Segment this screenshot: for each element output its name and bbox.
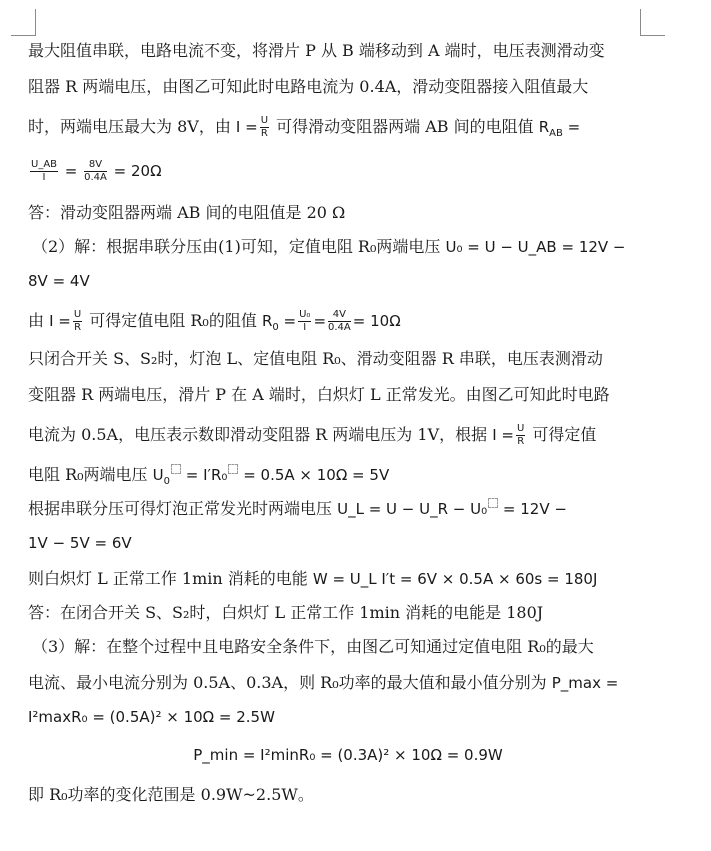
text-line — [28, 458, 389, 492]
formula-u0-prime: $U_0 = I'R_0 = 0.5A \times 10\Omega = 5V$ — [152, 466, 390, 487]
text-line — [28, 666, 618, 700]
fraction: $\frac{U}{R}$ — [73, 309, 82, 333]
text-line — [32, 230, 626, 264]
text-line: 即 R₀功率的变化范围是 0.9W~2.5W。 — [28, 785, 314, 804]
text-line: 答：在闭合开关 S、S₂时，白炽灯 L 正常工作 1min 消耗的电能是 180J — [28, 603, 544, 622]
formula-pmax-label: P_max = — [551, 674, 619, 692]
formula-rab-label: $R_{AB}$ = — [538, 118, 581, 139]
placeholder-box — [171, 464, 181, 474]
text-line: 阻器 R 两端电压，由图乙可知此时电路电流为 0.4A，滑动变阻器接入阻值最大 — [28, 77, 589, 96]
placeholder-box — [488, 498, 498, 508]
text-line — [28, 110, 580, 144]
formula-result: = 20Ω — [113, 162, 162, 180]
page-corner-mark-top-right — [640, 9, 665, 36]
fraction: $\frac{8V}{0.4A}$ — [84, 159, 107, 183]
text-line: 变阻器 R 两端电压，滑片 P 在 A 端时，白炽灯 L 正常发光。由图乙可知此时电路 — [28, 385, 610, 404]
text-span: 可得滑动变阻器两端 AB 间的电阻值 — [276, 117, 534, 136]
text-span: （2）解：根据串联分压由(1)可知，定值电阻 R₀两端电压 — [32, 237, 441, 256]
text-span: 可得定值 — [532, 425, 597, 444]
formula-line-rab: $\frac{U\_AB}{I}$ = $\frac{8V}{0.4A}$ = 20Ω — [31, 159, 162, 183]
formula-line: 8V = 4V — [28, 272, 90, 290]
text-line — [28, 418, 596, 452]
text-span: 电流、最小电流分别为 0.5A、0.3A，则 R₀功率的最大值和最小值分别为 — [28, 673, 547, 692]
text-span: 则白炽灯 L 正常工作 1min 消耗的电能 — [28, 569, 308, 588]
placeholder-box — [228, 464, 238, 474]
text-line: 答：滑动变阻器两端 AB 间的电阻值是 20 Ω — [28, 203, 346, 222]
fraction: $\frac{U}{R}$ — [517, 423, 525, 447]
fraction: $\frac{U}{R}$ — [260, 115, 269, 139]
text-span: 电流为 0.5A，电压表示数即滑动变阻器 R 两端电压为 1V，根据 — [28, 425, 488, 444]
formula-u0: U₀ = U − U_AB = 12V − — [445, 238, 626, 256]
fraction: $\frac{\text{U₀}}{I}$ — [299, 309, 311, 333]
page-corner-mark-top-left — [11, 9, 36, 36]
text-span: 由 — [28, 311, 45, 330]
formula-line: 1V − 5V = 6V — [28, 534, 132, 552]
fraction: $\frac{U\_AB}{I}$ — [31, 159, 58, 183]
text-line: （3）解：在整个过程中且电路安全条件下，由图乙可知通过定值电阻 R₀的最大 — [32, 637, 594, 656]
formula-r0: $R_0$ = $\frac{\text{U₀}}{I}$ = $\frac{4V}{0.4A}$ = 10Ω — [261, 309, 401, 333]
text-span: 时，两端电压最大为 8V，由 — [28, 117, 231, 136]
text-line — [28, 562, 597, 596]
formula-ohms-law: I = $\frac{U}{R}$ — [492, 423, 525, 447]
formula-ul: U_L = U − U_R − U₀ = 12V − — [337, 500, 567, 518]
fraction: $\frac{4V}{0.4A}$ — [328, 309, 351, 333]
text-line: 只闭合开关 S、S₂时，灯泡 L、定值电阻 R₀、滑动变阻器 R 串联，电压表测滑动 — [28, 349, 603, 368]
text-line: 最大阻值串联，电路电流不变，将滑片 P 从 B 端移动到 A 端时，电压表测滑动变 — [28, 41, 605, 60]
formula-energy: W = U_L I′t = 6V × 0.5A × 60s = 180J — [312, 570, 598, 588]
text-span: 可得定值电阻 R₀的阻值 — [89, 311, 257, 330]
text-line — [28, 304, 401, 338]
text-line — [28, 492, 567, 526]
text-span: 根据串联分压可得灯泡正常发光时两端电压 — [28, 499, 333, 518]
formula-ohms-law: I = $\frac{U}{R}$ — [235, 115, 269, 139]
formula-line-pmax: I²maxR₀ = (0.5A)² × 10Ω = 2.5W — [28, 708, 275, 726]
formula-ohms-law: I = $\frac{U}{R}$ — [49, 309, 82, 333]
text-span: 电阻 R₀两端电压 — [28, 465, 148, 484]
formula-line-pmin: P_min = I²minR₀ = (0.3A)² × 10Ω = 0.9W — [193, 746, 503, 764]
